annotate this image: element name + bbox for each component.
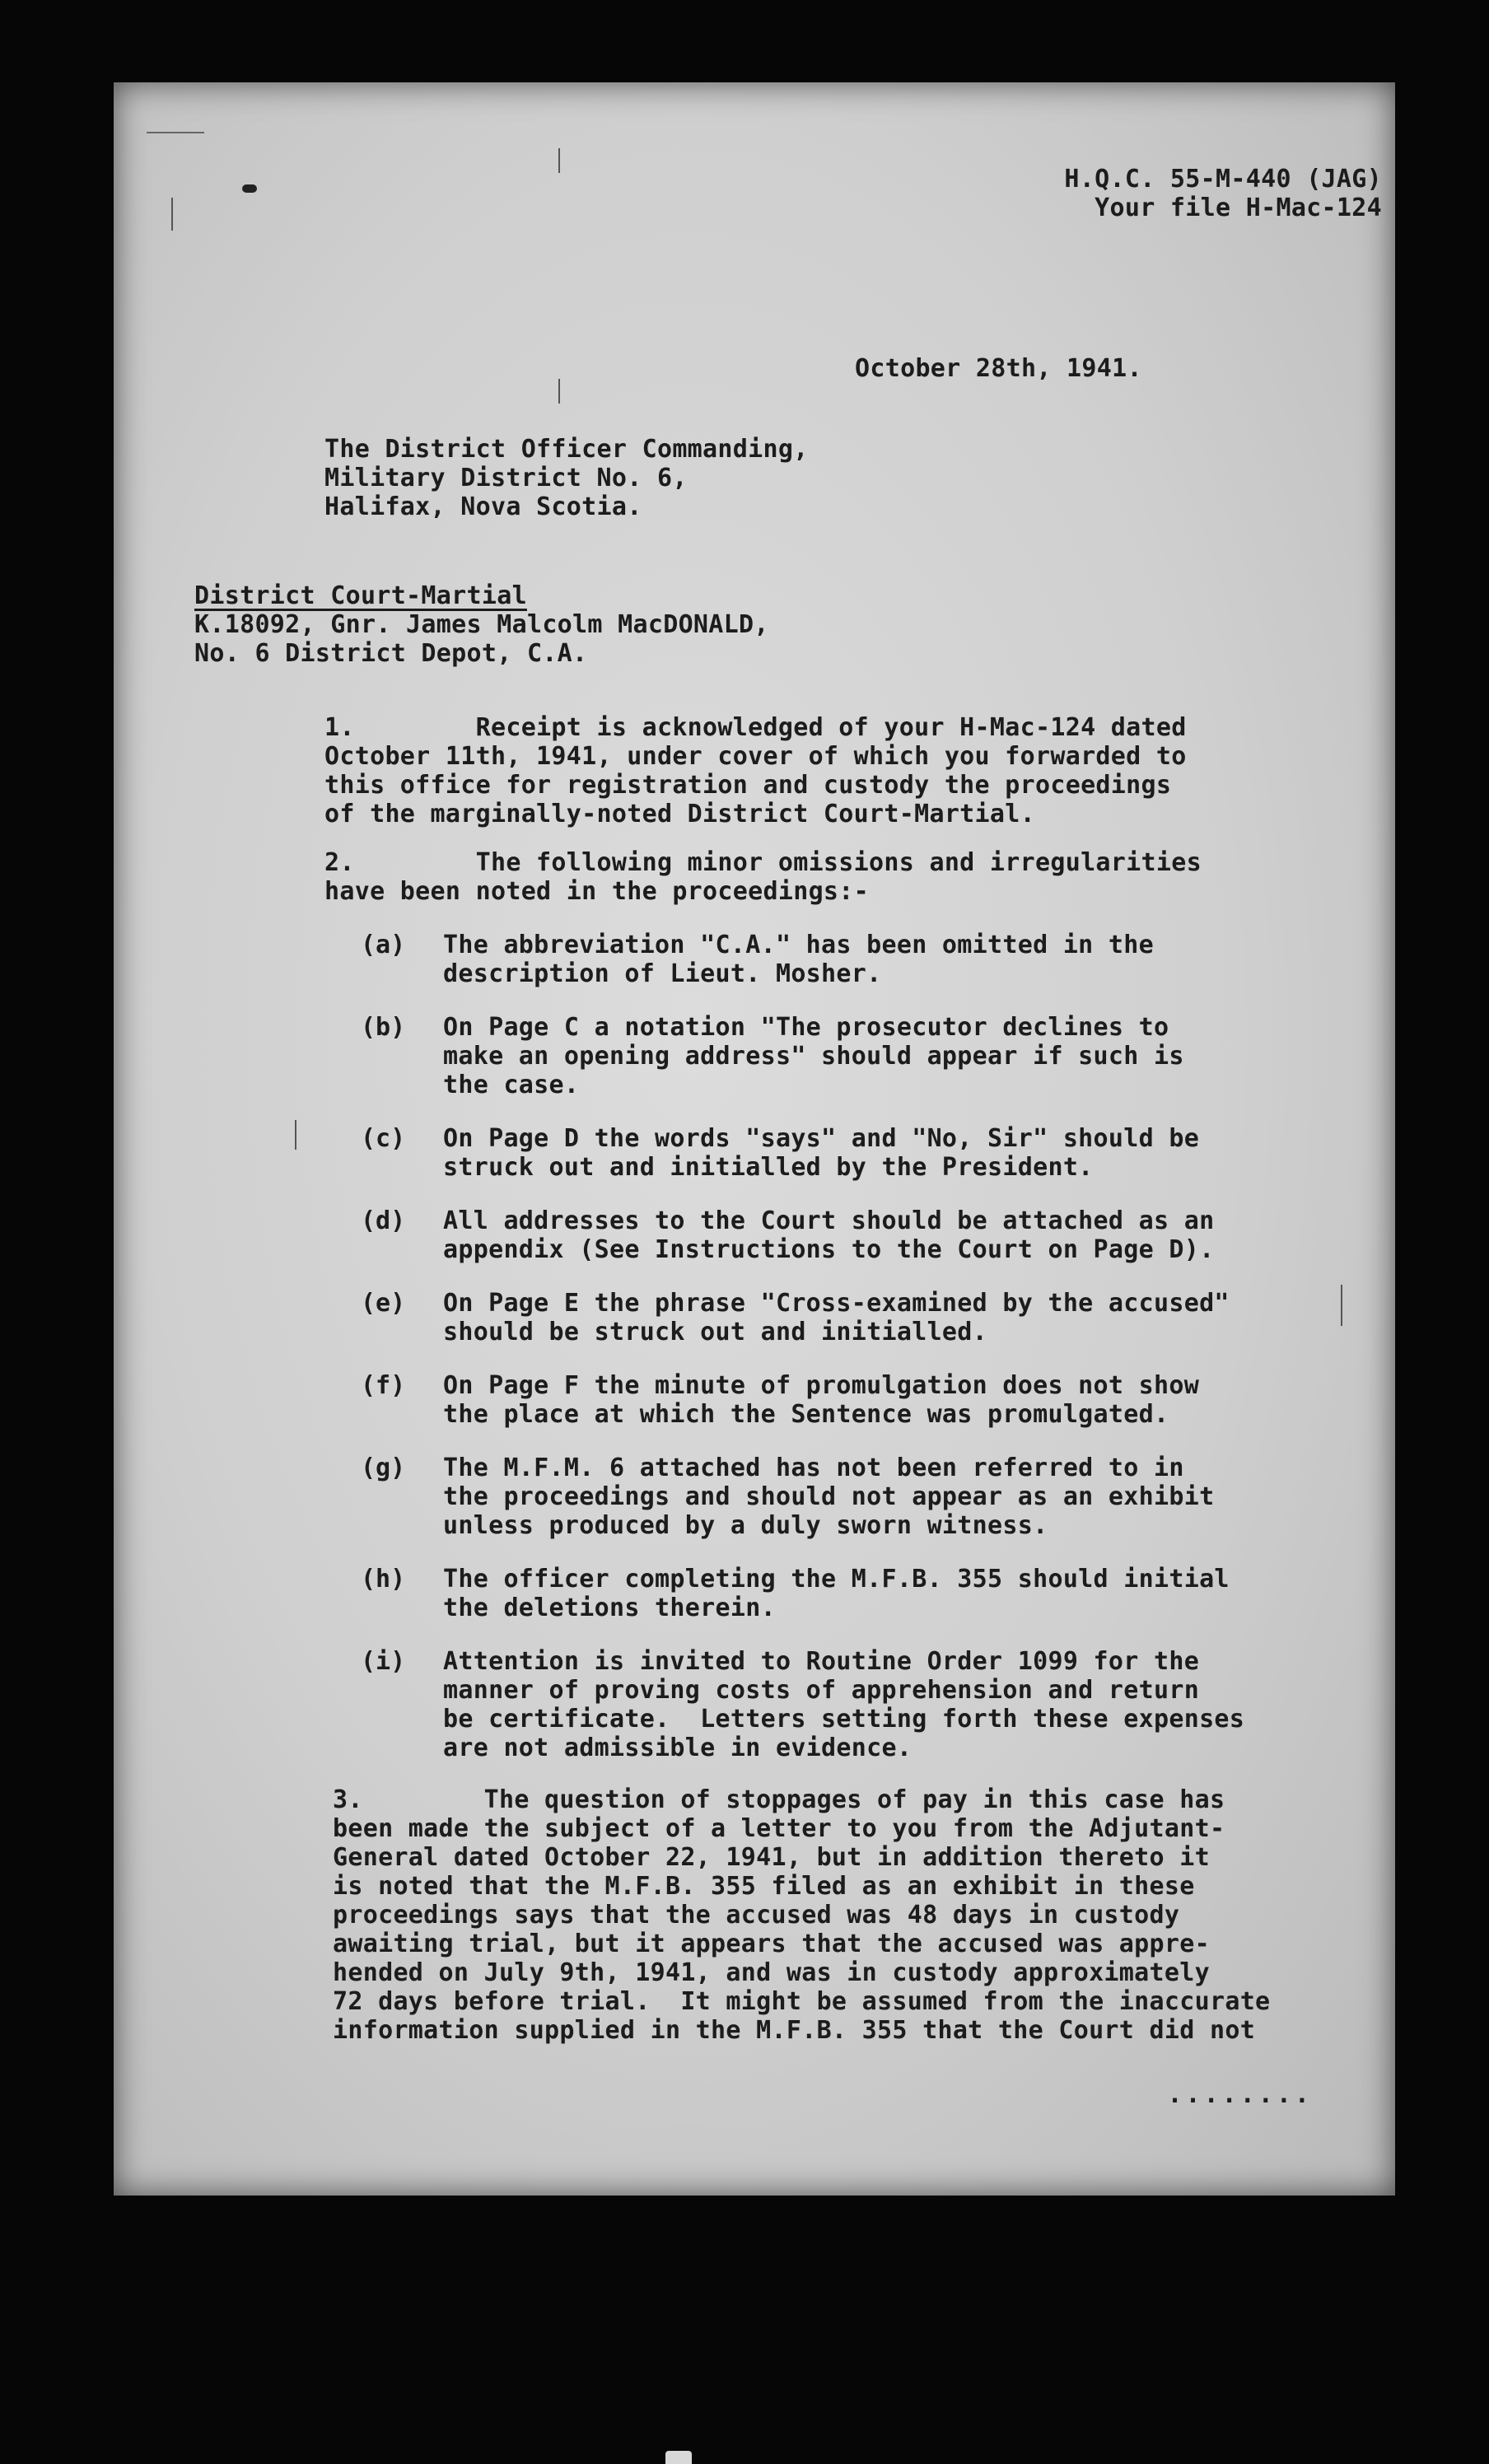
paragraph-line: of the marginally-noted District Court-Martial.: [324, 800, 1035, 828]
margin-tick: [558, 148, 560, 173]
subject-heading: District Court-Martial: [194, 581, 527, 610]
list-item-line: are not admissible in evidence.: [443, 1734, 913, 1762]
list-item-line: Attention is invited to Routine Order 1099 for the: [443, 1647, 1200, 1676]
list-item-label: (b): [361, 1013, 406, 1042]
margin-tick: [295, 1120, 296, 1150]
document-page: [114, 82, 1395, 2196]
list-item-line: the place at which the Sentence was promulgated.: [443, 1400, 1169, 1429]
list-item-line: the deletions therein.: [443, 1594, 776, 1622]
paragraph-line: 3. The question of stoppages of pay in this case has: [333, 1785, 1225, 1814]
paragraph-line: been made the subject of a letter to you from the Adjutant-: [333, 1814, 1225, 1843]
ink-line: [147, 132, 204, 133]
list-item-line: description of Lieut. Mosher.: [443, 959, 882, 988]
list-item-line: The M.F.M. 6 attached has not been referred to in: [443, 1454, 1184, 1482]
paragraph-line: this office for registration and custody the proceedings: [324, 771, 1172, 800]
list-item-line: On Page E the phrase "Cross-examined by the accused": [443, 1289, 1230, 1318]
paragraph-line: awaiting trial, but it appears that the accused was appre-: [333, 1930, 1210, 1958]
list-item-label: (h): [361, 1565, 406, 1594]
list-item-line: the case.: [443, 1071, 580, 1099]
list-item-label: (a): [361, 931, 406, 959]
paragraph-line: 1. Receipt is acknowledged of your H-Mac-124 dated: [324, 713, 1187, 742]
list-item-line: make an opening address" should appear if such is: [443, 1042, 1184, 1071]
addressee-line: Halifax, Nova Scotia.: [324, 492, 642, 521]
reference-number: H.Q.C. 55-M-440 (JAG): [1064, 165, 1382, 194]
list-item-line: appendix (See Instructions to the Court on Page D).: [443, 1235, 1215, 1264]
addressee-line: The District Officer Commanding,: [324, 435, 809, 464]
list-item-line: manner of proving costs of apprehension and return: [443, 1676, 1200, 1705]
film-edge-mark: [665, 2451, 692, 2464]
your-file-reference: Your file H-Mac-124: [1095, 194, 1382, 222]
list-item-line: On Page F the minute of promulgation does not show: [443, 1371, 1200, 1400]
margin-tick: [558, 379, 560, 404]
list-item-label: (f): [361, 1371, 406, 1400]
list-item-line: On Page D the words "says" and "No, Sir" should be: [443, 1124, 1200, 1153]
paragraph-line: proceedings says that the accused was 48 days in custody: [333, 1901, 1180, 1930]
list-item-line: On Page C a notation "The prosecutor declines to: [443, 1013, 1169, 1042]
margin-tick: [171, 198, 173, 231]
list-item-label: (d): [361, 1206, 406, 1235]
list-item-label: (g): [361, 1454, 406, 1482]
ink-mark: [242, 184, 257, 193]
list-item-line: The officer completing the M.F.B. 355 should initial: [443, 1565, 1230, 1594]
paragraph-line: General dated October 22, 1941, but in addition thereto it: [333, 1843, 1210, 1872]
paragraph-line: is noted that the M.F.B. 355 filed as an exhibit in these: [333, 1872, 1195, 1901]
margin-tick: [1341, 1285, 1342, 1326]
paragraph-line: information supplied in the M.F.B. 355 that the Court did not: [333, 2016, 1256, 2045]
paragraph-line: hended on July 9th, 1941, and was in custody approximately: [333, 1958, 1210, 1987]
paragraph-line: 72 days before trial. It might be assumed from the inaccurate: [333, 1987, 1271, 2016]
subject-line: K.18092, Gnr. James Malcolm MacDONALD,: [194, 610, 769, 639]
list-item-label: (e): [361, 1289, 406, 1318]
list-item-label: (i): [361, 1647, 406, 1676]
list-item-line: should be struck out and initialled.: [443, 1318, 988, 1346]
subject-line: No. 6 District Depot, C.A.: [194, 639, 588, 668]
list-item-line: the proceedings and should not appear as an exhibit: [443, 1482, 1215, 1511]
letter-date: October 28th, 1941.: [855, 354, 1142, 383]
list-item-line: be certificate. Letters setting forth these expenses: [443, 1705, 1245, 1734]
list-item-line: The abbreviation "C.A." has been omitted in the: [443, 931, 1154, 959]
paragraph-line: have been noted in the proceedings:-: [324, 877, 870, 906]
list-item-line: unless produced by a duly sworn witness.: [443, 1511, 1048, 1540]
paragraph-line: October 11th, 1941, under cover of which you forwarded to: [324, 742, 1187, 771]
list-item-line: struck out and initialled by the President.: [443, 1153, 1094, 1182]
addressee-line: Military District No. 6,: [324, 464, 688, 492]
paragraph-line: 2. The following minor omissions and irregularities: [324, 848, 1202, 877]
list-item-label: (c): [361, 1124, 406, 1153]
list-item-line: All addresses to the Court should be attached as an: [443, 1206, 1215, 1235]
continuation-marker: ........: [1167, 2080, 1313, 2109]
